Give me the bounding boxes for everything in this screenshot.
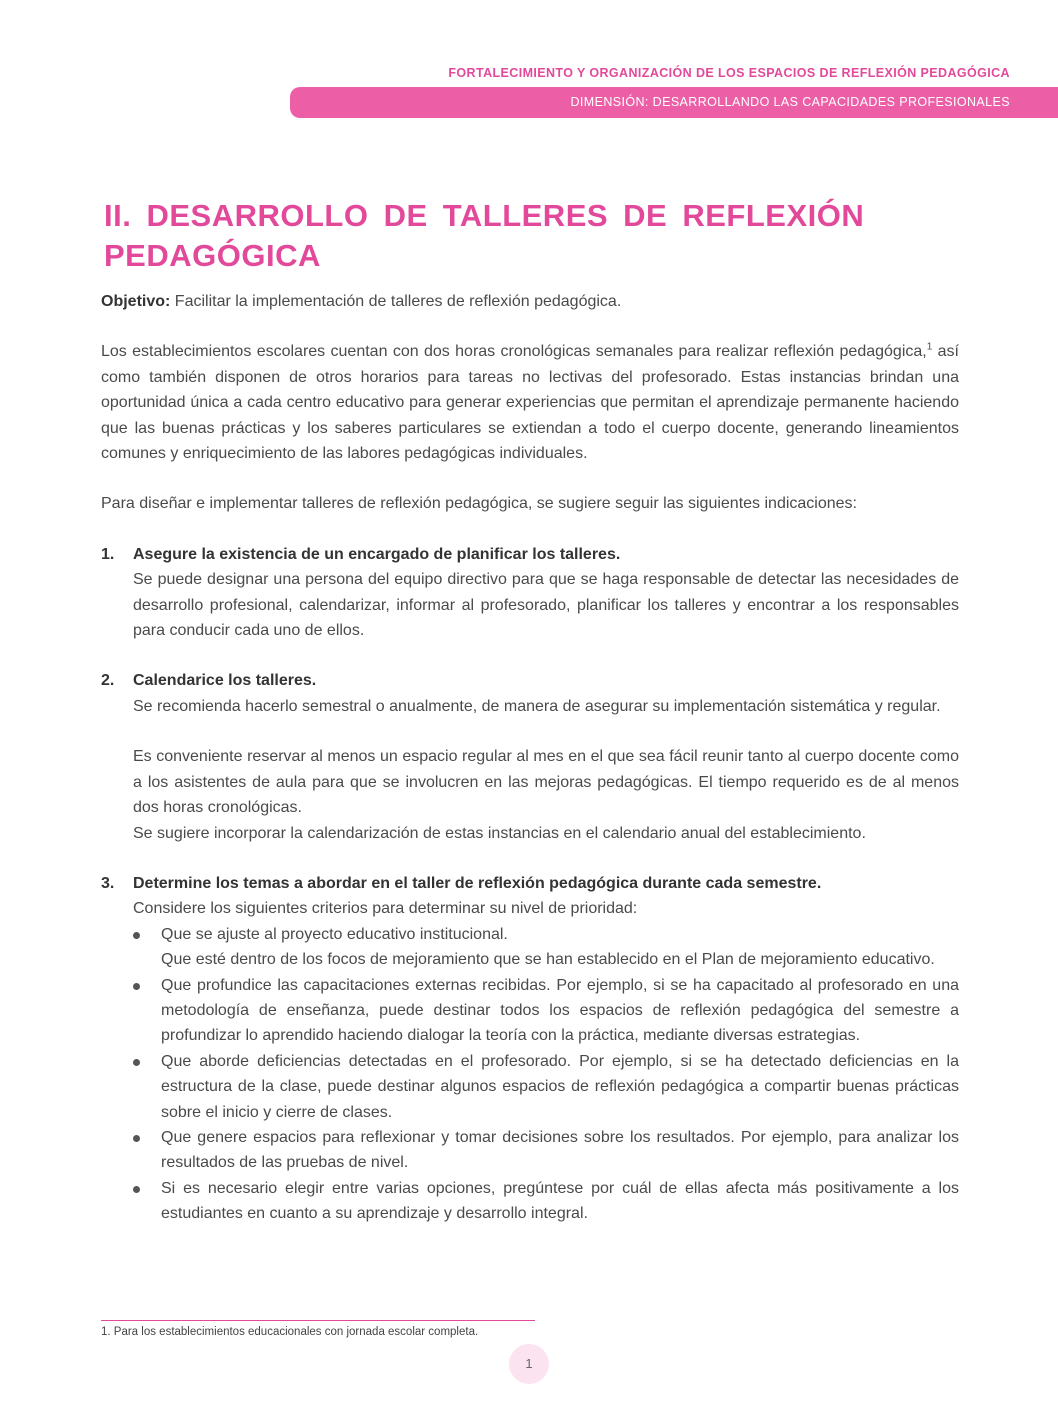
list-item-text: Que aborde deficiencias detectadas en el profesorado. Por ejemplo, si se ha detectado deficiencias en la estructura de la clase, puede destinar algunos espacios de reflexión pedagógica a compartir buenas prácticas sobre el inicio y cierre de clases. — [161, 1052, 959, 1121]
list-item-text: Que se ajuste al proyecto educativo institucional. — [161, 925, 508, 943]
list-item — [133, 1049, 959, 1125]
section-body: Considere los siguientes criterios para determinar su nivel de prioridad: — [133, 900, 638, 918]
section-title: Asegure la existencia de un encargado de planificar los talleres. — [133, 545, 621, 563]
section-3 — [101, 871, 959, 1227]
lead-paragraph: Para diseñar e implementar talleres de reflexión pedagógica, se sugiere seguir las siguientes indicaciones: — [101, 495, 857, 513]
list-item — [133, 973, 959, 1049]
bullet-icon — [133, 1135, 140, 1142]
criteria-list — [133, 922, 959, 1227]
list-item-text: Si es necesario elegir entre varias opciones, pregúntese por cuál de ellas afecta más positivamente a los estudiantes en cuanto a su aprendizaje y desarrollo integral. — [161, 1179, 959, 1223]
footnote: 1. Para los establecimientos educacionales con jornada escolar completa. — [101, 1326, 479, 1338]
list-item — [133, 1125, 959, 1176]
section-number: 1. — [101, 545, 115, 563]
header-dimension: DIMENSIÓN: DESARROLLANDO LAS CAPACIDADES PROFESIONALES — [570, 95, 1010, 109]
intro-paragraph — [101, 339, 959, 466]
header-title: FORTALECIMIENTO Y ORGANIZACIÓN DE LOS ESPACIOS DE REFLEXIÓN PEDAGÓGICA — [448, 66, 1010, 80]
footnote-ref[interactable]: 1 — [926, 342, 933, 354]
page-title: II. DESARROLLO DE TALLERES DE REFLEXIÓN PEDAGÓGICA — [104, 198, 865, 273]
section-title: Determine los temas a abordar en el taller de reflexión pedagógica durante cada semestre. — [133, 874, 822, 892]
section-1 — [101, 542, 959, 644]
list-item — [133, 1176, 959, 1227]
list-item-text: Que genere espacios para reflexionar y tomar decisiones sobre los resultados. Por ejemplo, para analizar los resultados de las pruebas de nivel. — [161, 1128, 959, 1172]
section-title: Calendarice los talleres. — [133, 672, 317, 690]
intro-part1: Los establecimientos escolares cuentan con dos horas cronológicas semanales para realizar reflexión pedagógica, — [101, 343, 927, 361]
list-item — [133, 922, 959, 973]
main-content — [101, 289, 959, 1227]
bullet-icon — [133, 1059, 140, 1066]
section-number: 3. — [101, 874, 115, 892]
objective — [101, 289, 959, 314]
objective-text: Facilitar la implementación de talleres de reflexión pedagógica. — [174, 293, 622, 310]
list-item-text-2: Que esté dentro de los focos de mejoramiento que se han establecido en el Plan de mejoramiento educativo. — [161, 951, 935, 969]
bullet-icon — [133, 1186, 140, 1193]
section-body-3: Se sugiere incorporar la calendarización de estas instancias en el calendario anual del establecimiento. — [133, 824, 866, 842]
list-item-text: Que profundice las capacitaciones externas recibidas. Por ejemplo, si se ha capacitado al profesorado en una metodología de enseñanza, puede destinar todos los espacios de reflexión pedagógica del semestre a profundizar lo aprendido haciendo dialogar la teoría con la práctica, mediante diversas estrategias. — [161, 976, 959, 1045]
section-body-2: Es conveniente reservar al menos un espacio regular al mes en el que sea fácil reunir tanto al cuerpo docente como a los asistentes de aula para que se involucren en las mejoras pedagógicas. El tiempo requerido es de al menos dos horas cronológicas. — [133, 748, 959, 817]
header-band — [290, 87, 1058, 118]
section-body: Se recomienda hacerlo semestral o anualmente, de manera de asegurar su implementación sistemática y regular. — [133, 697, 941, 715]
intro-part2: así como también disponen de otros horarios para tareas no lectivas del profesorado. Estas instancias brindan una oportunidad única a cada centro educativo para generar experiencias que permitan el aprendizaje permanente haciendo que las buenas prácticas y los saberes particulares se extiendan a todo el cuerpo docente, generando lineamientos comunes y enriquecimiento de las labores pedagógicas individuales. — [101, 343, 959, 463]
bullet-icon — [133, 932, 140, 939]
bullet-icon — [133, 983, 140, 990]
page-number: 1 — [509, 1344, 549, 1384]
section-body: Se puede designar una persona del equipo directivo para que se haga responsable de detectar las necesidades de desarrollo profesional, calendarizar, informar al profesorado, planificar los talleres y encontrar a los responsables para conducir cada uno de ellos. — [133, 571, 959, 640]
section-number: 2. — [101, 672, 115, 690]
objective-label: Objetivo: — [101, 293, 171, 310]
section-2 — [101, 668, 959, 845]
footnote-divider — [101, 1320, 535, 1321]
